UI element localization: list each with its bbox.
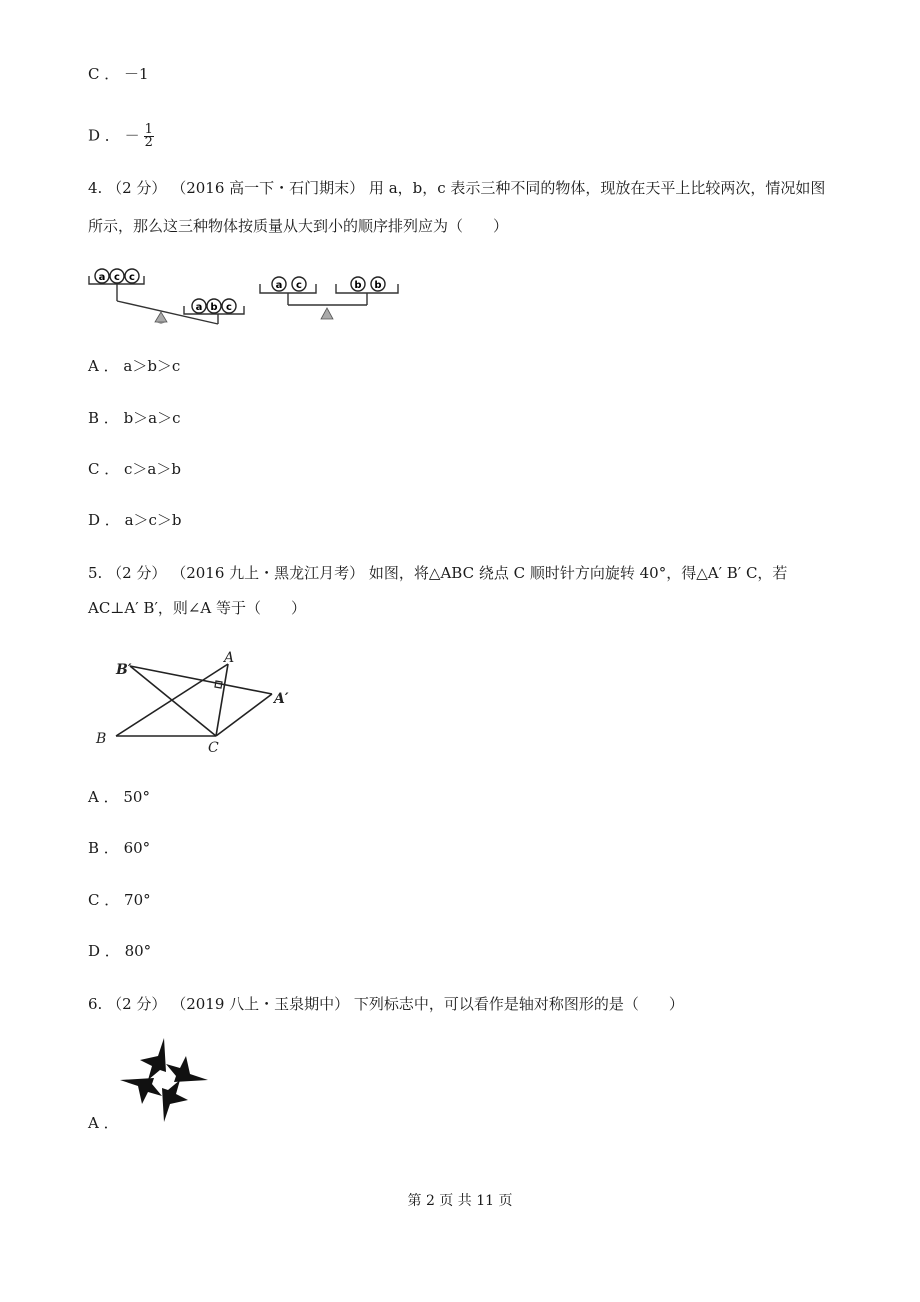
q5-stem-line2: AC⊥A′ B′，则∠A 等于（ ）: [88, 599, 307, 617]
weight-label: b: [354, 280, 362, 291]
option-letter: D: [88, 511, 101, 529]
q4-option-d[interactable]: D ． a＞c＞b: [88, 511, 182, 529]
option-text: 80°: [124, 942, 152, 960]
q5-option-b[interactable]: B ． 60°: [88, 839, 151, 857]
fulcrum-2: [321, 308, 333, 319]
option-text: 60°: [123, 839, 151, 857]
question-source: （2019 八上・玉泉期中）: [171, 995, 350, 1013]
option-letter: A: [88, 788, 99, 806]
option-text: c＞a＞b: [124, 460, 181, 478]
option-letter: C: [88, 65, 100, 83]
weight-label: b: [374, 280, 382, 291]
q4-option-c[interactable]: C ． c＞a＞b: [88, 460, 181, 478]
q6-stem: [88, 994, 684, 1014]
scale2-right-weights: [351, 277, 385, 291]
question-score: （2 分）: [107, 995, 167, 1013]
question-number: 4.: [88, 179, 103, 197]
q6-option-a[interactable]: A ．: [88, 1114, 119, 1132]
page-footer: 第 2 页 共 11 页: [407, 1193, 513, 1209]
question-score: （2 分）: [107, 179, 167, 197]
weight-label: a: [275, 280, 283, 291]
label-b-prime: B′: [116, 662, 132, 678]
option-letter: C: [88, 891, 100, 909]
label-a-prime: A′: [274, 691, 289, 707]
label-a: A: [224, 650, 235, 666]
option-text: b＞a＞c: [123, 409, 181, 427]
option-letter: A: [88, 1114, 99, 1132]
weight-label: c: [129, 272, 135, 283]
weight-label: c: [114, 272, 120, 283]
scale1-right-weights: [192, 299, 236, 313]
option-sign: －: [124, 126, 140, 145]
q4-stem-line2: 所示，那么这三种物体按质量从大到小的顺序排列应为（ ）: [88, 217, 509, 235]
option-letter: B: [88, 409, 100, 427]
weight-label: a: [98, 272, 106, 283]
question-number: 6.: [88, 995, 103, 1013]
weight-label: b: [210, 302, 218, 313]
option-text: a＞c＞b: [124, 511, 182, 529]
weight-label: a: [195, 302, 203, 313]
fraction-denominator: 2: [144, 135, 153, 150]
q4-option-b[interactable]: B ． b＞a＞c: [88, 409, 181, 427]
q4-stem-line1: [88, 178, 825, 198]
option-letter: D: [88, 126, 101, 145]
segment-b2a2: [130, 666, 272, 694]
q5-option-d[interactable]: D ． 80°: [88, 942, 152, 960]
segment-ac: [216, 664, 228, 736]
question-source: （2016 九上・黑龙江月考）: [171, 564, 365, 582]
option-text: 50°: [123, 788, 150, 806]
segment-a2c: [216, 694, 272, 736]
q5-stem-line1: [88, 563, 787, 583]
fraction-numerator: 1: [144, 122, 153, 137]
q3-option-d[interactable]: D ． － $\frac{1}{2}$: [88, 122, 153, 150]
scale2-left-weights: [272, 277, 306, 291]
option-text: a＞b＞c: [123, 357, 181, 375]
question-stem: 下列标志中，可以看作是轴对称图形的是（ ）: [353, 995, 684, 1013]
q3-option-c[interactable]: C ． －1: [88, 65, 149, 83]
question-score: （2 分）: [107, 564, 167, 582]
option-letter: B: [88, 839, 100, 857]
weight-label: c: [296, 280, 302, 291]
weight-label: c: [226, 302, 232, 313]
option-text: －1: [124, 65, 149, 83]
question-stem: 如图，将△ABC 绕点 C 顺时针方向旋转 40°，得△A′ B′ C，若: [368, 564, 788, 582]
question-number: 5.: [88, 564, 103, 582]
q4-option-a[interactable]: A ． a＞b＞c: [88, 357, 181, 375]
option-text: 70°: [124, 891, 151, 909]
label-b: B: [96, 731, 107, 747]
option-letter: C: [88, 460, 100, 478]
question-source: （2016 高一下・石门期末）: [171, 179, 365, 197]
option-letter: A: [88, 357, 99, 375]
segment-b2c: [130, 666, 216, 736]
option-letter: D: [88, 942, 101, 960]
fraction: [144, 124, 154, 149]
q5-option-a[interactable]: A ． 50°: [88, 788, 150, 806]
balance-scale-1: [89, 276, 244, 324]
scale1-left-weights: [95, 269, 139, 283]
label-c: C: [208, 740, 219, 756]
question-stem: 用 a，b，c 表示三种不同的物体，现放在天平上比较两次，情况如图: [368, 179, 826, 197]
q5-option-c[interactable]: C ． 70°: [88, 891, 151, 909]
fulcrum-1-base: [155, 312, 167, 322]
q4-balance-figure: [86, 266, 406, 328]
pinwheel-star-logo-icon[interactable]: [118, 1036, 210, 1124]
q5-rotation-figure: [94, 648, 304, 754]
